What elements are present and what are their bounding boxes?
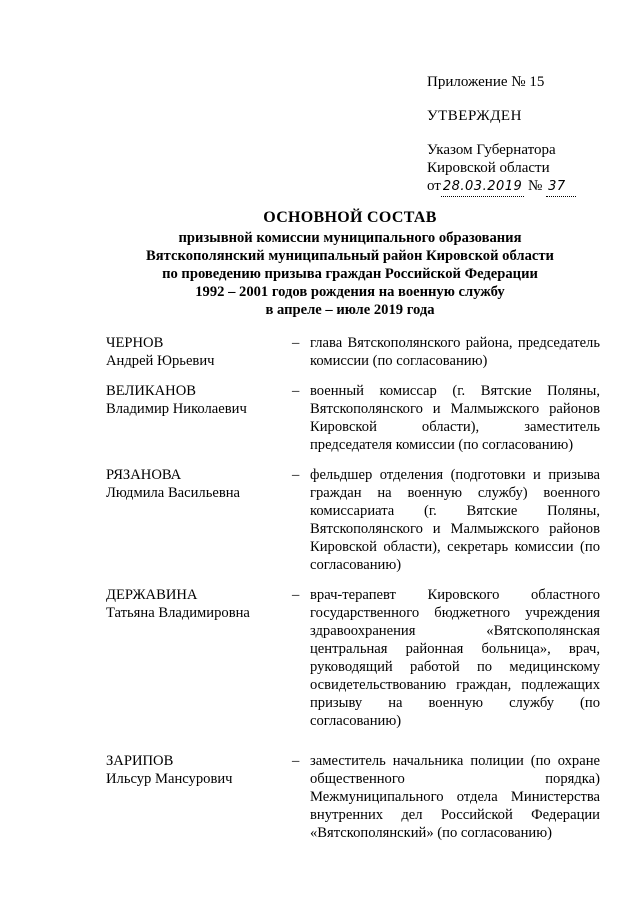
member-name — [106, 466, 288, 574]
member-surname: ДЕРЖАВИНА — [106, 587, 198, 603]
decree-date: 28.03.2019 — [441, 178, 524, 197]
member-row — [106, 466, 606, 574]
member-name — [106, 586, 288, 730]
member-surname: РЯЗАНОВА — [106, 467, 182, 483]
member-surname: ВЕЛИКАНОВ — [106, 383, 196, 399]
attachment-label: Приложение № 15 — [427, 74, 545, 90]
member-given-name: Ильсур Мансурович — [106, 771, 233, 787]
title-line-5: в апреле – июле 2019 года — [265, 302, 435, 318]
member-name — [106, 752, 288, 842]
commission-members — [106, 334, 606, 842]
member-given-name: Татьяна Владимировна — [106, 605, 250, 621]
member-role: военный комиссар (г. Вятские Поляны, Вятскополянского и Малмыжского районов Кировской области), заместитель председателя комиссии (по согласованию) — [310, 383, 600, 453]
member-given-name: Владимир Николаевич — [106, 401, 247, 417]
decree-line-1: Указом Губернатора — [427, 142, 556, 158]
member-row — [106, 586, 606, 730]
dash-separator: – — [292, 587, 300, 603]
member-row — [106, 334, 606, 370]
member-role: глава Вятскополянского района, председатель комиссии (по согласованию) — [310, 335, 600, 369]
member-role: заместитель начальника полиции (по охране общественного порядка) Межмуниципального отдела Министерства внутренних дел Российской Федерации «Вятскополянский» (по согласованию) — [310, 753, 600, 841]
decree-block — [427, 141, 576, 197]
title-main: ОСНОВНОЙ СОСТАВ — [263, 209, 437, 226]
member-surname: ЗАРИПОВ — [106, 753, 174, 769]
title-line-1: призывной комиссии муниципального образования — [178, 230, 522, 246]
dash-separator: – — [292, 383, 300, 399]
member-role: фельдшер отделения (подготовки и призыва граждан на военную службу) военного комиссариата (г. Вятские Поляны, Вятскополянского и Малмыжского районов Кировской области), секретарь комиссии (по согласованию) — [310, 467, 600, 573]
decree-date-line — [427, 177, 576, 197]
member-name — [106, 382, 288, 454]
member-given-name: Людмила Васильевна — [106, 485, 241, 501]
document-title — [60, 207, 640, 319]
member-name — [106, 334, 288, 370]
decree-line-2: Кировской области — [427, 160, 550, 176]
decree-number: 37 — [546, 178, 576, 197]
dash-separator: – — [292, 753, 300, 769]
title-line-4: 1992 – 2001 годов рождения на военную службу — [195, 284, 505, 300]
dash-separator: – — [292, 467, 300, 483]
title-line-2: Вятскополянский муниципальный район Кировской области — [146, 248, 554, 264]
title-line-3: по проведению призыва граждан Российской Федерации — [162, 266, 538, 282]
member-role: врач-терапевт Кировского областного государственного бюджетного учреждения здравоохранения «Вятскополянская центральная районная больница», врач, руководящий работой по медицинскому освидетельствованию граждан, подлежащих призыву на военную службу (по согласованию) — [310, 587, 600, 729]
number-prefix: № — [528, 178, 543, 194]
member-surname: ЧЕРНОВ — [106, 335, 164, 351]
date-prefix: от — [427, 178, 441, 194]
member-given-name: Андрей Юрьевич — [106, 353, 215, 369]
approved-label: УТВЕРЖДЕН — [427, 108, 522, 124]
dash-separator: – — [292, 335, 300, 351]
member-row — [106, 752, 606, 842]
member-row — [106, 382, 606, 454]
